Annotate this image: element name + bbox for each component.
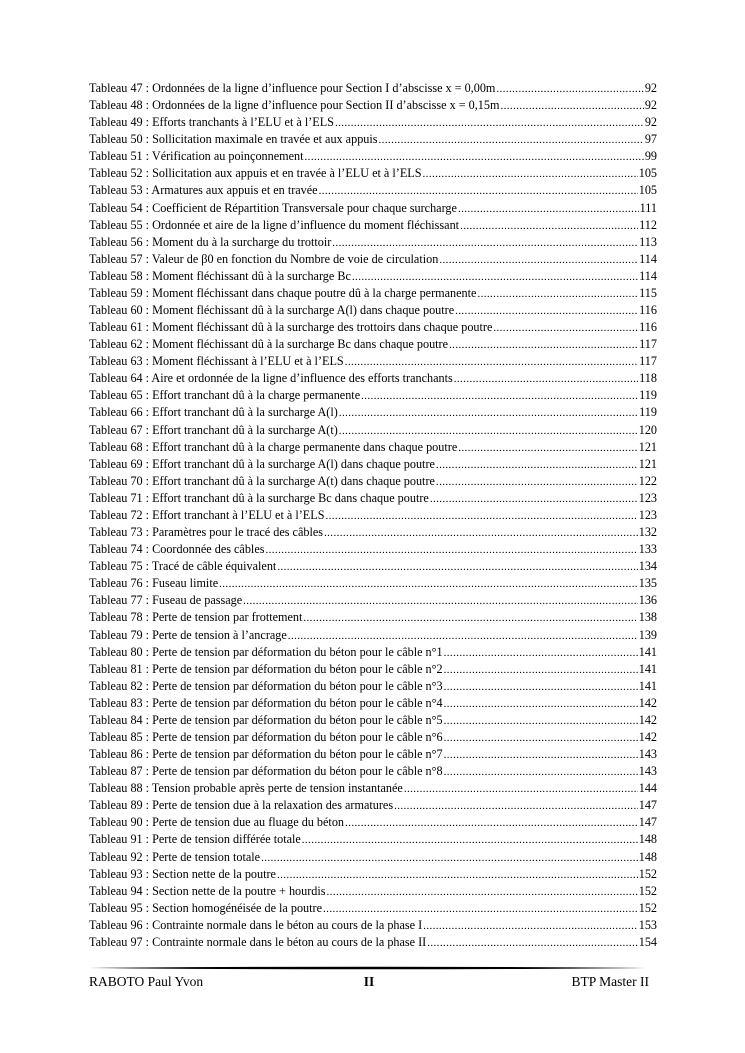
toc-entry-page[interactable]: 141 — [638, 678, 657, 693]
toc-entry[interactable] — [89, 217, 657, 234]
footer-program: BTP Master II — [571, 974, 649, 989]
toc-entry[interactable] — [89, 251, 657, 268]
toc-entry-label[interactable]: Tableau 60 : Moment fléchissant dû à la surcharge A(l) dans chaque poutre — [89, 303, 455, 318]
toc-entry-label[interactable]: Tableau 91 : Perte de tension différée totale — [89, 832, 301, 847]
toc-dot-leader — [444, 679, 638, 695]
toc-entry[interactable] — [89, 182, 657, 199]
toc-entry[interactable] — [89, 644, 657, 661]
toc-entry-page[interactable]: 113 — [639, 234, 657, 249]
toc-entry[interactable] — [89, 524, 657, 541]
footer-divider — [89, 966, 645, 970]
toc-entry-label[interactable]: Tableau 95 : Section homogénéisée de la poutre — [89, 900, 323, 915]
toc-entry-label[interactable]: Tableau 69 : Effort tranchant dû à la surcharge A(l) dans chaque poutre — [89, 456, 435, 471]
toc-entry-label[interactable]: Tableau 57 : Valeur de β0 en fonction du Nombre de voie de circulation — [89, 251, 439, 266]
toc-entry[interactable] — [89, 114, 657, 131]
toc-dot-leader — [444, 696, 638, 712]
toc-entry-label[interactable]: Tableau 55 : Ordonnée et aire de la ligne d’influence du moment fléchissant — [89, 217, 460, 232]
toc-entry[interactable] — [89, 473, 657, 490]
toc-dot-leader — [460, 218, 638, 234]
toc-entry-label[interactable]: Tableau 48 : Ordonnées de la ligne d’influence pour Section II d’abscisse x = 0,15m — [89, 98, 500, 113]
toc-entry-label[interactable]: Tableau 67 : Effort tranchant dû à la surcharge A(t) — [89, 422, 338, 437]
toc-entry-label[interactable]: Tableau 87 : Perte de tension par déformation du béton pour le câble n°8 — [89, 764, 443, 779]
toc-entry-page[interactable]: 119 — [639, 405, 657, 420]
toc-entry-label[interactable]: Tableau 83 : Perte de tension par déformation du béton pour le câble n°4 — [89, 695, 443, 710]
toc-entry-label[interactable]: Tableau 66 : Effort tranchant dû à la surcharge A(l) — [89, 405, 338, 420]
toc-entry-page[interactable]: 116 — [639, 320, 657, 335]
toc-entry[interactable] — [89, 712, 657, 729]
toc-entry[interactable] — [89, 404, 657, 421]
toc-entry[interactable] — [89, 661, 657, 678]
page-footer — [89, 974, 649, 994]
toc-entry-page[interactable]: 144 — [638, 781, 657, 796]
toc-entry[interactable] — [89, 285, 657, 302]
toc-dot-leader — [265, 542, 637, 558]
toc-dot-leader — [324, 525, 638, 541]
toc-entry[interactable] — [89, 165, 657, 182]
toc-entry-label[interactable]: Tableau 50 : Sollicitation maximale en travée et aux appuis — [89, 132, 378, 147]
toc-entry-label[interactable]: Tableau 81 : Perte de tension par déformation du béton pour le câble n°2 — [89, 661, 443, 676]
toc-entry-label[interactable]: Tableau 86 : Perte de tension par déformation du béton pour le câble n°7 — [89, 747, 443, 762]
table-of-tables — [89, 80, 657, 951]
toc-entry[interactable] — [89, 80, 657, 97]
toc-dot-leader — [323, 901, 638, 917]
toc-entry[interactable] — [89, 729, 657, 746]
toc-entry-label[interactable]: Tableau 51 : Vérification au poinçonnement — [89, 149, 304, 164]
toc-entry-page[interactable]: 147 — [638, 798, 657, 813]
toc-entry-label[interactable]: Tableau 53 : Armatures aux appuis et en travée — [89, 183, 318, 198]
toc-dot-leader — [219, 576, 638, 592]
toc-dot-leader — [303, 610, 637, 626]
toc-entry-page[interactable]: 152 — [638, 883, 657, 898]
toc-entry[interactable] — [89, 917, 657, 934]
toc-entry-page[interactable]: 120 — [638, 422, 657, 437]
toc-entry-label[interactable]: Tableau 64 : Aire et ordonnée de la ligne d’influence des efforts tranchants — [89, 371, 453, 386]
toc-entry-label[interactable]: Tableau 78 : Perte de tension par frottement — [89, 610, 303, 625]
toc-dot-leader — [379, 132, 644, 148]
toc-entry-page[interactable]: 99 — [644, 149, 657, 164]
toc-dot-leader — [444, 764, 638, 780]
toc-dot-leader — [444, 662, 638, 678]
toc-entry[interactable] — [89, 387, 657, 404]
toc-dot-leader — [277, 559, 637, 575]
toc-entry[interactable] — [89, 268, 657, 285]
toc-entry[interactable] — [89, 814, 657, 831]
toc-entry[interactable] — [89, 490, 657, 507]
toc-entry[interactable] — [89, 439, 657, 456]
toc-dot-leader — [436, 474, 638, 490]
toc-entry-label[interactable]: Tableau 82 : Perte de tension par déformation du béton pour le câble n°3 — [89, 678, 443, 693]
toc-dot-leader — [500, 98, 643, 114]
toc-entry-label[interactable]: Tableau 52 : Sollicitation aux appuis et en travée à l’ELU et à l’ELS — [89, 166, 422, 181]
toc-entry[interactable] — [89, 831, 657, 848]
toc-entry-label[interactable]: Tableau 73 : Paramètres pour le tracé des câbles — [89, 525, 323, 540]
toc-entry[interactable] — [89, 609, 657, 626]
toc-entry-label[interactable]: Tableau 77 : Fuseau de passage — [89, 593, 243, 608]
toc-entry-label[interactable]: Tableau 93 : Section nette de la poutre — [89, 866, 276, 881]
toc-dot-leader — [477, 286, 638, 302]
toc-entry[interactable] — [89, 627, 657, 644]
toc-entry-label[interactable]: Tableau 80 : Perte de tension par déformation du béton pour le câble n°1 — [89, 644, 443, 659]
toc-entry-page[interactable]: 153 — [638, 917, 657, 932]
toc-entry-label[interactable]: Tableau 49 : Efforts tranchants à l’ELU et à l’ELS — [89, 115, 334, 130]
toc-entry[interactable] — [89, 866, 657, 883]
toc-entry-page[interactable]: 118 — [639, 371, 657, 386]
toc-entry-page[interactable]: 152 — [638, 866, 657, 881]
toc-dot-leader — [423, 166, 638, 182]
toc-entry-label[interactable]: Tableau 90 : Perte de tension due au fluage du béton — [89, 815, 345, 830]
toc-dot-leader — [302, 832, 638, 848]
toc-entry[interactable] — [89, 370, 657, 387]
toc-entry-page[interactable]: 142 — [638, 712, 657, 727]
toc-dot-leader — [261, 850, 638, 866]
toc-entry-page[interactable]: 121 — [638, 456, 657, 471]
toc-entry-page[interactable]: 148 — [638, 832, 657, 847]
toc-entry[interactable] — [89, 695, 657, 712]
toc-entry-page[interactable]: 92 — [644, 81, 657, 95]
toc-entry-label[interactable]: Tableau 75 : Tracé de câble équivalent — [89, 559, 277, 574]
toc-entry-page[interactable]: 119 — [639, 388, 657, 403]
toc-entry-page[interactable]: 143 — [638, 747, 657, 762]
toc-entry[interactable] — [89, 575, 657, 592]
toc-entry[interactable] — [89, 592, 657, 609]
toc-entry[interactable] — [89, 507, 657, 524]
toc-dot-leader — [335, 115, 644, 131]
toc-entry-label[interactable]: Tableau 47 : Ordonnées de la ligne d’influence pour Section I d’abscisse x = 0,00m — [89, 81, 496, 95]
toc-dot-leader — [436, 457, 638, 473]
toc-entry[interactable] — [89, 319, 657, 336]
toc-entry-page[interactable]: 134 — [638, 559, 657, 574]
toc-dot-leader — [444, 645, 638, 661]
toc-entry-label[interactable]: Tableau 58 : Moment fléchissant dû à la surcharge Bc — [89, 268, 351, 283]
toc-entry-label[interactable]: Tableau 63 : Moment fléchissant à l’ELU et à l’ELS — [89, 354, 344, 369]
toc-entry-page[interactable]: 132 — [638, 525, 657, 540]
toc-dot-leader — [444, 747, 638, 763]
toc-entry-page[interactable]: 148 — [638, 849, 657, 864]
toc-entry-label[interactable]: Tableau 97 : Contrainte normale dans le béton au cours de la phase II — [89, 934, 427, 949]
toc-dot-leader — [339, 405, 638, 421]
toc-entry-page[interactable]: 116 — [639, 303, 657, 318]
toc-dot-leader — [361, 388, 638, 404]
toc-entry[interactable] — [89, 234, 657, 251]
toc-dot-leader — [423, 918, 638, 934]
toc-entry-page[interactable]: 154 — [638, 934, 657, 949]
toc-dot-leader — [493, 320, 638, 336]
toc-entry-label[interactable]: Tableau 68 : Effort tranchant dû à la charge permanente dans chaque poutre — [89, 439, 458, 454]
toc-dot-leader — [454, 371, 638, 387]
toc-entry-page[interactable]: 147 — [638, 815, 657, 830]
toc-entry[interactable] — [89, 883, 657, 900]
toc-entry-page[interactable]: 141 — [638, 644, 657, 659]
toc-entry-page[interactable]: 138 — [638, 610, 657, 625]
toc-entry[interactable] — [89, 678, 657, 695]
toc-entry-page[interactable]: 117 — [639, 337, 657, 352]
toc-dot-leader — [345, 354, 638, 370]
toc-entry-page[interactable]: 136 — [638, 593, 657, 608]
toc-entry-label[interactable]: Tableau 74 : Coordonnée des câbles — [89, 542, 265, 557]
toc-entry-label[interactable]: Tableau 89 : Perte de tension due à la relaxation des armatures — [89, 798, 394, 813]
toc-entry-page[interactable]: 135 — [638, 576, 657, 591]
toc-entry-label[interactable]: Tableau 62 : Moment fléchissant dû à la surcharge Bc dans chaque poutre — [89, 337, 449, 352]
toc-entry-label[interactable]: Tableau 56 : Moment du à la surcharge du trottoir — [89, 234, 332, 249]
toc-entry-page[interactable]: 152 — [638, 900, 657, 915]
toc-entry[interactable] — [89, 746, 657, 763]
toc-entry-label[interactable]: Tableau 96 : Contrainte normale dans le béton au cours de la phase I — [89, 917, 423, 932]
toc-entry-page[interactable]: 142 — [638, 729, 657, 744]
toc-entry-page[interactable]: 105 — [638, 183, 657, 198]
toc-entry-label[interactable]: Tableau 85 : Perte de tension par déformation du béton pour le câble n°6 — [89, 729, 443, 744]
toc-entry-label[interactable]: Tableau 54 : Coefficient de Répartition Transversale pour chaque surcharge — [89, 200, 457, 215]
toc-entry-label[interactable]: Tableau 71 : Effort tranchant dû à la surcharge Bc dans chaque poutre — [89, 490, 429, 505]
toc-entry-page[interactable]: 112 — [639, 217, 657, 232]
toc-dot-leader — [305, 149, 644, 165]
toc-entry-label[interactable]: Tableau 61 : Moment fléchissant dû à la surcharge des trottoirs dans chaque poutre — [89, 320, 493, 335]
toc-entry-page[interactable]: 111 — [639, 200, 657, 215]
toc-entry-page[interactable]: 92 — [644, 98, 657, 113]
toc-entry[interactable] — [89, 541, 657, 558]
toc-entry-label[interactable]: Tableau 88 : Tension probable après perte de tension instantanée — [89, 781, 403, 796]
toc-entry[interactable] — [89, 131, 657, 148]
toc-dot-leader — [404, 781, 638, 797]
toc-entry[interactable] — [89, 302, 657, 319]
toc-entry-page[interactable]: 117 — [639, 354, 657, 369]
toc-entry-page[interactable]: 115 — [639, 285, 657, 300]
footer-author: RABOTO Paul Yvon — [89, 974, 204, 989]
toc-entry-page[interactable]: 105 — [638, 166, 657, 181]
toc-entry-page[interactable]: 133 — [638, 542, 657, 557]
toc-dot-leader — [444, 713, 638, 729]
toc-entry[interactable] — [89, 422, 657, 439]
toc-entry-page[interactable]: 121 — [638, 439, 657, 454]
toc-entry[interactable] — [89, 780, 657, 797]
toc-entry-page[interactable]: 123 — [638, 490, 657, 505]
toc-entry[interactable] — [89, 763, 657, 780]
toc-entry-label[interactable]: Tableau 65 : Effort tranchant dû à la charge permanente — [89, 388, 361, 403]
toc-dot-leader — [277, 867, 638, 883]
toc-dot-leader — [430, 491, 638, 507]
toc-entry[interactable] — [89, 148, 657, 165]
toc-entry-page[interactable]: 114 — [639, 268, 657, 283]
footer-page-number: II — [363, 974, 375, 989]
toc-entry[interactable] — [89, 336, 657, 353]
toc-dot-leader — [427, 935, 637, 951]
toc-dot-leader — [319, 183, 638, 199]
toc-entry[interactable] — [89, 200, 657, 217]
toc-entry-label[interactable]: Tableau 84 : Perte de tension par déformation du béton pour le câble n°5 — [89, 712, 443, 727]
toc-entry[interactable] — [89, 934, 657, 951]
toc-entry[interactable] — [89, 456, 657, 473]
toc-entry[interactable] — [89, 849, 657, 866]
toc-entry-label[interactable]: Tableau 92 : Perte de tension totale — [89, 849, 261, 864]
toc-entry[interactable] — [89, 797, 657, 814]
toc-entry-label[interactable]: Tableau 72 : Effort tranchant à l’ELU et à l’ELS — [89, 507, 325, 522]
toc-dot-leader — [327, 884, 638, 900]
toc-entry-label[interactable]: Tableau 70 : Effort tranchant dû à la surcharge A(t) dans chaque poutre — [89, 473, 435, 488]
toc-dot-leader — [458, 440, 637, 456]
toc-dot-leader — [325, 508, 637, 524]
toc-entry[interactable] — [89, 353, 657, 370]
toc-dot-leader — [444, 730, 638, 746]
toc-dot-leader — [339, 423, 638, 439]
toc-entry-page[interactable]: 142 — [638, 695, 657, 710]
toc-entry[interactable] — [89, 900, 657, 917]
toc-entry-page[interactable]: 114 — [639, 251, 657, 266]
toc-dot-leader — [288, 628, 638, 644]
toc-dot-leader — [332, 235, 638, 251]
toc-entry-page[interactable]: 122 — [638, 473, 657, 488]
toc-entry-page[interactable]: 97 — [644, 132, 657, 147]
toc-entry-label[interactable]: Tableau 94 : Section nette de la poutre + hourdis — [89, 883, 326, 898]
toc-dot-leader — [455, 303, 638, 319]
toc-entry-page[interactable]: 123 — [638, 507, 657, 522]
toc-entry-label[interactable]: Tableau 76 : Fuseau limite — [89, 576, 219, 591]
toc-entry-page[interactable]: 92 — [644, 115, 657, 130]
toc-entry-page[interactable]: 143 — [638, 764, 657, 779]
toc-dot-leader — [394, 798, 638, 814]
toc-entry-page[interactable]: 141 — [638, 661, 657, 676]
toc-dot-leader — [439, 252, 638, 268]
toc-dot-leader — [496, 81, 643, 97]
toc-dot-leader — [352, 269, 638, 285]
toc-entry-page[interactable]: 139 — [638, 627, 657, 642]
toc-dot-leader — [449, 337, 638, 353]
toc-dot-leader — [345, 815, 638, 831]
toc-entry[interactable] — [89, 97, 657, 114]
toc-dot-leader — [243, 593, 638, 609]
toc-dot-leader — [458, 201, 639, 217]
toc-entry-label[interactable]: Tableau 79 : Perte de tension à l’ancrage — [89, 627, 287, 642]
toc-entry-label[interactable]: Tableau 59 : Moment fléchissant dans chaque poutre dû à la charge permanente — [89, 285, 477, 300]
toc-entry[interactable] — [89, 558, 657, 575]
